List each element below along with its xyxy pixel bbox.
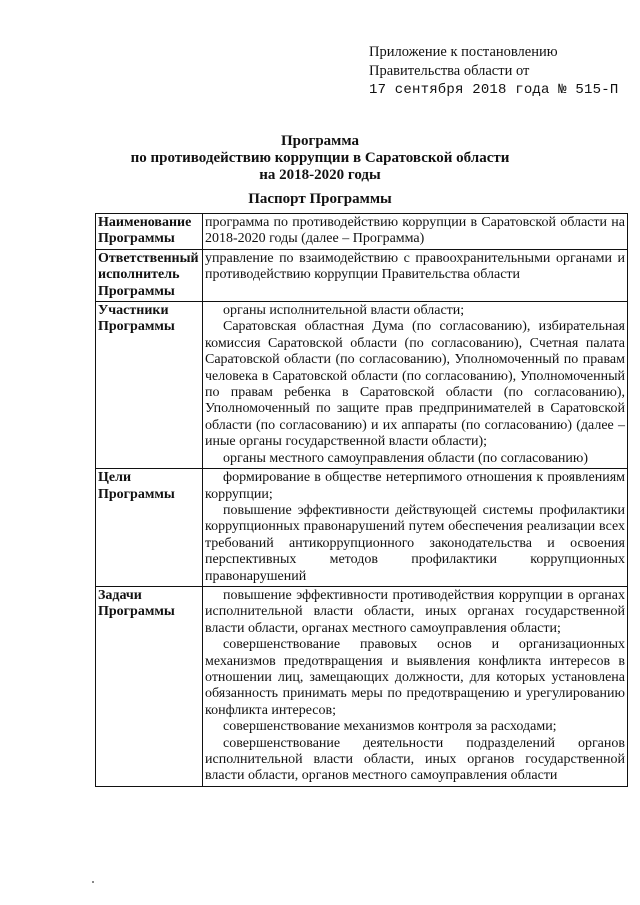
passport-table bbox=[95, 213, 628, 787]
row-value bbox=[203, 214, 628, 250]
row-paragraph: совершенствование механизмов контроля за расходами; bbox=[223, 719, 557, 735]
row-label: Ответственный исполнитель Программы bbox=[96, 249, 203, 301]
row-paragraph: программа по противодействию коррупции в Саратовской области на 2018-2020 годы (далее – Программа) bbox=[205, 215, 625, 247]
row-value bbox=[203, 586, 628, 786]
annex-line-1: Приложение к постановлению bbox=[369, 44, 558, 60]
row-label: Участники Программы bbox=[96, 302, 203, 469]
title-line-1: Программа bbox=[281, 133, 359, 149]
row-paragraph: совершенствование деятельности подразделений органов исполнительной власти области, иных органов государственной власти области, органов местного самоуправления области bbox=[205, 735, 625, 784]
table-row-name bbox=[96, 214, 628, 250]
row-label: Цели Программы bbox=[96, 469, 203, 587]
title-line-2: по противодействию коррупции в Саратовской области bbox=[130, 150, 510, 166]
row-paragraph: совершенствование правовых основ и организационных механизмов предотвращения и выявления конфликта интересов в отношении лиц, замещающих должности, для которых установлена обязанность принимать меры по предотвращению и урегулированию конфликта интересов; bbox=[205, 637, 625, 718]
row-paragraph: управление по взаимодействию с правоохранительными органами и противодействию коррупции Правительства области bbox=[205, 250, 625, 283]
row-value bbox=[203, 302, 628, 469]
row-paragraph: органы местного самоуправления области (по согласованию) bbox=[223, 450, 589, 466]
table-row-responsible bbox=[96, 249, 628, 301]
row-paragraph: повышение эффективности противодействия коррупции в органах исполнительной власти области, иных органах государственной власти области, органах местного самоуправления области; bbox=[205, 587, 625, 636]
table-row-tasks bbox=[96, 586, 628, 786]
title-line-3: на 2018-2020 годы bbox=[259, 167, 381, 183]
scan-speck bbox=[92, 881, 94, 883]
row-value bbox=[203, 469, 628, 587]
row-paragraph: Саратовская областная Дума (по согласованию), избирательная комиссия Саратовской области (по согласованию), Счетная палата Саратовской области (по согласованию), Уполномоченный по правам человека в Саратовской области (по согласованию), Уполномоченный по правам ребенка в Саратовской области (по согласованию), Уполномоченный по защите прав предпринимателей в Саратовской области (по согласованию) и их аппараты (по согласованию) (далее – иные органы государственной власти области); bbox=[205, 319, 625, 450]
row-value bbox=[203, 249, 628, 301]
row-paragraph: формирование в обществе нетерпимого отношения к проявлениям коррупции; bbox=[205, 470, 625, 502]
table-row-participants bbox=[96, 302, 628, 469]
annex-line-2: Правительства области от bbox=[369, 63, 530, 79]
table-row-goals bbox=[96, 469, 628, 587]
passport-title: Паспорт Программы bbox=[248, 191, 392, 207]
document-title bbox=[0, 133, 640, 184]
annex-date-number: 17 сентября 2018 года № 515-П bbox=[369, 82, 619, 98]
row-paragraph: органы исполнительной власти области; bbox=[223, 303, 465, 319]
row-label: Наименование Программы bbox=[96, 214, 203, 250]
row-paragraph: повышение эффективности действующей системы профилактики коррупционных правонарушений путем обеспечения реализации всех требований антикоррупционного законодательства и освоения перспективных методов профилактики коррупционных правонарушений bbox=[205, 502, 625, 584]
row-label: Задачи Программы bbox=[96, 586, 203, 786]
annex-header bbox=[369, 43, 618, 100]
